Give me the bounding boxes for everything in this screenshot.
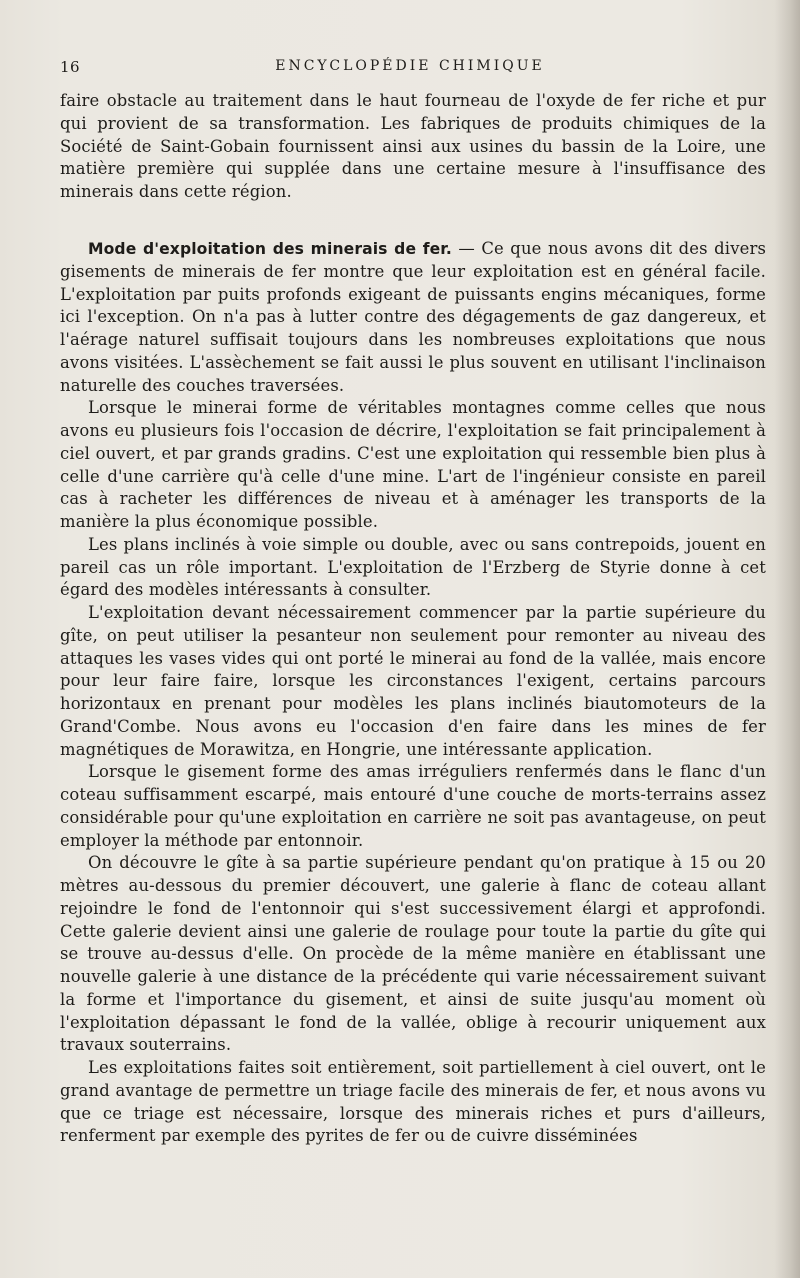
intro-text-block [60, 90, 766, 204]
body-paragraph: Lorsque le minerai forme de véritables montagnes comme celles que nous avons eu plusieurs fois l'occasion de décrire, l'exploitation se fait principalement à ciel ouvert, et par grands gradins. C'est une exploitation qui ressemble bien plus à celle d'une carrière qu'à celle d'une mine. L'art de l'ingénieur consiste en pareil cas à racheter les différences de niveau et à aménager les transports de la manière la plus économique possible. [60, 398, 766, 531]
body-paragraph: Les exploitations faites soit entièrement, soit partiellement à ciel ouvert, ont le grand avantage de permettre un triage facile des minerais de fer, et nous avons vu que ce triage est nécessaire, lorsque des minerais riches et purs d'ailleurs, renferment par exemple des pyrites de fer ou de cuivre disséminées [60, 1058, 766, 1146]
body-paragraph: On découvre le gîte à sa partie supérieure pendant qu'on pratique à 15 ou 20 mètres au-dessous du premier découvert, une galerie à flanc de coteau allant rejoindre le fond de l'entonnoir qui s'est successivement élargi et approfondi. Cette galerie devient ainsi une galerie de roulage pour toute la partie du gîte qui se trouve au-dessus d'elle. On procède de la même manière en établissant une nouvelle galerie à une distance de la précédente qui varie nécessairement suivant la forme et l'importance du gisement, et ainsi de suite jusqu'au moment où l'exploitation dépassant le fond de la vallée, oblige à recourir uniquement aux travaux souterrains. [60, 853, 766, 1055]
page-edge-shadow [774, 0, 800, 1278]
page-header [60, 58, 760, 88]
intro-paragraph: faire obstacle au traitement dans le haut fourneau de l'oxyde de fer riche et pur qui provient de sa transformation. Les fabriques de produits chimiques de la Société de Saint-Gobain fournissent ainsi aux usines du bassin de la Loire, une matière première qui supplée dans une certaine mesure à l'insuffisance des minerais dans cette région. [60, 91, 766, 201]
section-text-block [60, 238, 766, 1148]
section-heading: Mode d'exploitation des minerais de fer. [88, 240, 452, 258]
section-first-paragraph [60, 238, 766, 397]
body-paragraph: Lorsque le gisement forme des amas irréguliers renfermés dans le flanc d'un coteau suffisamment escarpé, mais entouré d'une couche de morts-terrains assez considérable pour qu'une exploitation en carrière ne soit pas avantageuse, on peut employer la méthode par entonnoir. [60, 762, 766, 850]
section-heading-tail: — Ce que nous avons dit des divers gisements de minerais de fer montre que leur exploitation est en général facile. L'exploitation par puits profonds exigeant de puissants engins mécaniques, forme ici l'exception. On n'a pas à lutter contre des dégagements de gaz dangereux, et l'aérage naturel suffisait toujours dans les nombreuses exploitations que nous avons visitées. L'assèchement se fait aussi le plus souvent en utilisant l'inclinaison naturelle des couches traversées. [60, 239, 766, 395]
page-number: 16 [60, 58, 81, 76]
running-title: ENCYCLOPÉDIE CHIMIQUE [275, 58, 545, 74]
body-paragraph: L'exploitation devant nécessairement commencer par la partie supérieure du gîte, on peut utiliser la pesanteur non seulement pour remonter au niveau des attaques les vases vides qui ont porté le minerai au fond de la vallée, mais encore pour leur faire faire, lorsque les circonstances l'exigent, certains parcours horizontaux en prenant pour modèles les plans inclinés biautomoteurs de la Grand'Combe. Nous avons eu l'occasion d'en faire dans les mines de fer magnétiques de Morawitza, en Hongrie, une intéressante application. [60, 603, 766, 759]
body-paragraph: Les plans inclinés à voie simple ou double, avec ou sans contrepoids, jouent en pareil cas un rôle important. L'exploitation de l'Erzberg de Styrie donne à cet égard des modèles intéressants à consulter. [60, 534, 766, 600]
